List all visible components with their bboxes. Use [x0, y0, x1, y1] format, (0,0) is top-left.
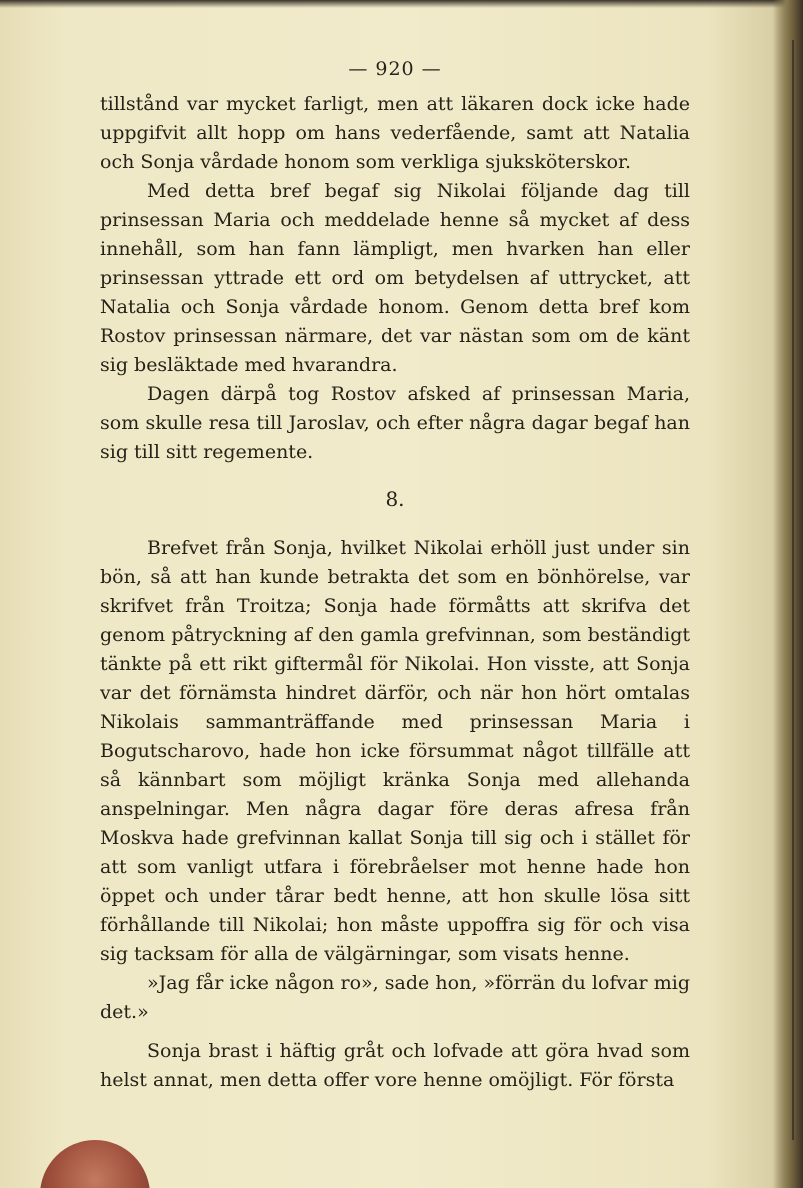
book-spine-edge	[773, 0, 803, 1188]
paragraph: Brefvet från Sonja, hvilket Nikolai erhöll just under sin bön, så att han kunde betrakta det som en bönhörelse, var skrifvet från Troitza; Sonja hade förmåtts att skrifva det genom påtryckning af den gamla grefvinnan, som beständigt tänkte på ett rikt giftermål för Nikolai. Hon visste, att Sonja var det förnämsta hindret därför, och när hon hört omtalas Nikolais sammanträffande med prinsessan Maria i Bogutscharovo, hade hon icke försummat något tillfälle att så kännbart som möjligt kränka Sonja med allehanda anspelningar. Men några dagar före deras afresa från Moskva hade grefvinnan kallat Sonja till sig och i stället för att som vanligt utfara i förebråelser mot henne hade hon öppet och under tårar bedt henne, att hon skulle lösa sitt förhållande till Nikolai; hon måste uppoffra sig för och visa sig tacksam för alla de välgärningar, som visats henne.	[100, 537, 690, 965]
paragraph: Med detta bref begaf sig Nikolai följande dag till prinsessan Maria och meddelade henne så mycket af dess innehåll, som han fann lämpligt, men hvarken han eller prinsessan yttrade ett ord om betydelsen af uttrycket, att Natalia och Sonja vårdade honom. Genom detta bref kom Rostov prinsessan närmare, det var nästan som om de känt sig besläktade med hvarandra.	[100, 180, 690, 376]
thumb-image	[40, 1140, 150, 1188]
page-top-shadow	[0, 0, 803, 8]
page-text-block	[100, 55, 690, 1095]
page-number-header: — 920 —	[348, 58, 442, 80]
paragraph: Dagen därpå tog Rostov afsked af prinsessan Maria, som skulle resa till Jaroslav, och efter några dagar begaf han sig till sitt regemente.	[100, 383, 690, 463]
chapter-heading: 8.	[385, 487, 405, 511]
spine-fold-line	[792, 40, 794, 1140]
paragraph: Sonja brast i häftig gråt och lofvade att göra hvad som helst annat, men detta offer vore henne omöjligt. För första	[100, 1040, 690, 1091]
paragraph: tillstånd var mycket farligt, men att läkaren dock icke hade uppgifvit allt hopp om hans vederfående, samt att Natalia och Sonja vårdade honom som verkliga sjuksköterskor.	[100, 93, 690, 173]
paragraph: »Jag får icke någon ro», sade hon, »förrän du lofvar mig det.»	[100, 972, 690, 1023]
